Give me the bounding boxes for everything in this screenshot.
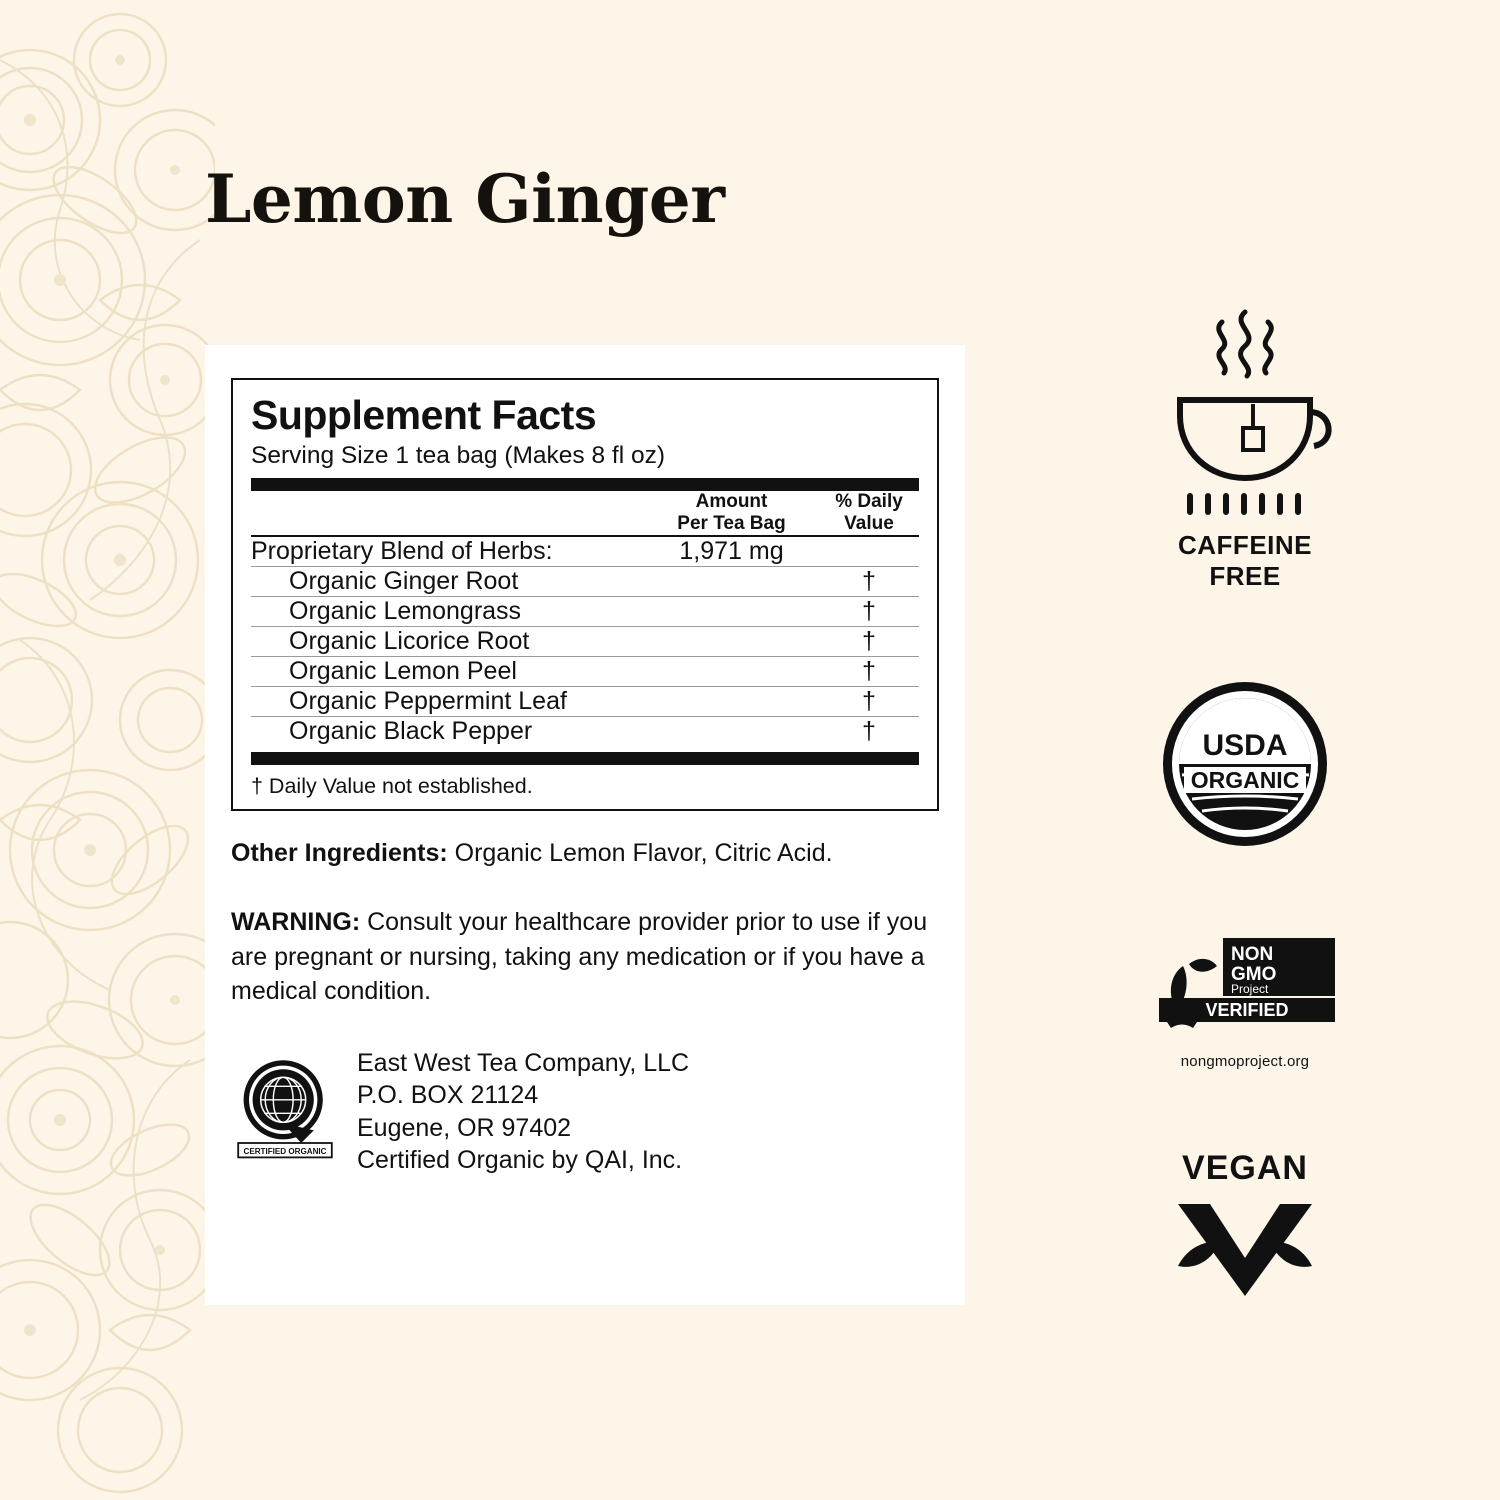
ingredient-dv: †	[862, 566, 876, 595]
supplement-facts-box	[231, 378, 939, 811]
company-address	[357, 1047, 689, 1177]
badge-vegan	[1080, 1148, 1410, 1311]
vegan-caption: VEGAN	[1182, 1149, 1308, 1188]
caffeine-free-line1: CAFFEINE	[1178, 530, 1312, 560]
ingredient-amount	[644, 687, 819, 716]
ingredient-name: Organic Licorice Root	[289, 626, 530, 655]
table-row	[251, 567, 919, 596]
ingredient-rows	[251, 717, 919, 746]
ingredient-dv: †	[862, 686, 876, 715]
ingredient-name: Organic Ginger Root	[289, 566, 519, 595]
ingredient-amount	[644, 657, 819, 686]
non-gmo-verified: VERIFIED	[1205, 1000, 1289, 1021]
table-row	[251, 627, 919, 656]
ingredient-amount	[644, 627, 819, 656]
warning-body: Consult your healthcare provider prior to use if you are pregnant or nursing, taking any medication or if you have a medical condition.	[231, 908, 928, 1006]
decorative-mandala-band	[0, 0, 215, 1500]
amount-header-line2: Per Tea Bag	[677, 512, 786, 534]
blend-label: Proprietary Blend of Herbs:	[251, 536, 553, 565]
dv-header-line1: % Daily	[835, 491, 903, 513]
blend-amount: 1,971 mg	[679, 536, 784, 565]
table-row	[251, 717, 919, 746]
ingredient-amount	[644, 567, 819, 596]
company-line: Certified Organic by QAI, Inc.	[357, 1146, 683, 1175]
ingredient-name: Organic Peppermint Leaf	[289, 686, 567, 715]
ingredient-amount	[644, 717, 819, 746]
caffeine-free-caption	[1080, 530, 1410, 591]
ingredient-dv: †	[862, 596, 876, 625]
vegan-leaf-icon	[1160, 1196, 1330, 1306]
badge-non-gmo	[1080, 934, 1410, 1070]
non-gmo-line3: Project	[1231, 982, 1269, 997]
table-row-blend	[251, 537, 919, 566]
dv-header-line2: Value	[844, 512, 894, 534]
column-header-amount	[644, 491, 819, 535]
company-block	[231, 1047, 939, 1177]
ingredient-name: Organic Lemon Peel	[289, 656, 517, 685]
ingredient-dv: †	[862, 656, 876, 685]
divider-thick-top	[251, 478, 919, 491]
warning-text	[231, 905, 939, 1009]
ingredient-rows	[251, 627, 919, 656]
non-gmo-line1: NON	[1231, 944, 1274, 966]
blend-dv	[819, 537, 919, 566]
ingredient-name: Organic Lemongrass	[289, 596, 522, 625]
table-row	[251, 657, 919, 686]
table-row	[251, 687, 919, 716]
column-header-daily-value	[819, 491, 919, 535]
table-header-row	[251, 491, 919, 535]
badge-column	[1080, 300, 1410, 1311]
other-ingredients-value: Organic Lemon Flavor, Citric Acid.	[447, 838, 833, 867]
supplement-facts-panel	[205, 345, 965, 1305]
usda-organic-seal-icon	[1160, 679, 1330, 849]
page-title: Lemon Ginger	[205, 160, 725, 238]
badge-caffeine-free	[1080, 300, 1410, 591]
non-gmo-project-icon	[1145, 934, 1345, 1044]
usda-seal-top-text: USDA	[1202, 729, 1288, 763]
ingredient-rows	[251, 687, 919, 716]
warning-label: WARNING:	[231, 908, 361, 937]
non-gmo-line2: GMO	[1231, 964, 1277, 986]
supplement-facts-heading: Supplement Facts	[251, 392, 597, 438]
supplement-facts-rows	[251, 537, 919, 566]
non-gmo-url: nongmoproject.org	[1180, 1053, 1310, 1071]
other-ingredients	[231, 837, 939, 870]
svg-text:CERTIFIED ORGANIC: CERTIFIED ORGANIC	[243, 1146, 327, 1156]
qai-certified-organic-seal-icon	[231, 1053, 339, 1166]
amount-header-line1: Amount	[695, 491, 768, 513]
ingredient-rows	[251, 597, 919, 626]
other-ingredients-label: Other Ingredients:	[231, 838, 448, 867]
ingredient-rows	[251, 657, 919, 686]
usda-seal-bottom-text: ORGANIC	[1190, 767, 1300, 794]
table-row	[251, 597, 919, 626]
ingredient-dv: †	[862, 716, 876, 745]
ingredient-dv: †	[862, 626, 876, 655]
supplement-facts-table	[251, 491, 919, 535]
daily-value-footnote: † Daily Value not established.	[251, 773, 533, 798]
serving-size-text: Serving Size 1 tea bag (Makes 8 fl oz)	[251, 442, 665, 470]
ingredient-name: Organic Black Pepper	[289, 716, 533, 745]
badge-usda-organic	[1080, 679, 1410, 854]
divider-thick-bottom	[251, 752, 919, 765]
tea-cup-icon	[1150, 300, 1340, 515]
ingredient-amount	[644, 597, 819, 626]
company-line: Eugene, OR 97402	[357, 1113, 572, 1142]
caffeine-free-line2: FREE	[1209, 560, 1281, 591]
ingredient-rows	[251, 567, 919, 596]
company-line: East West Tea Company, LLC	[357, 1048, 690, 1077]
company-line: P.O. BOX 21124	[357, 1081, 539, 1110]
